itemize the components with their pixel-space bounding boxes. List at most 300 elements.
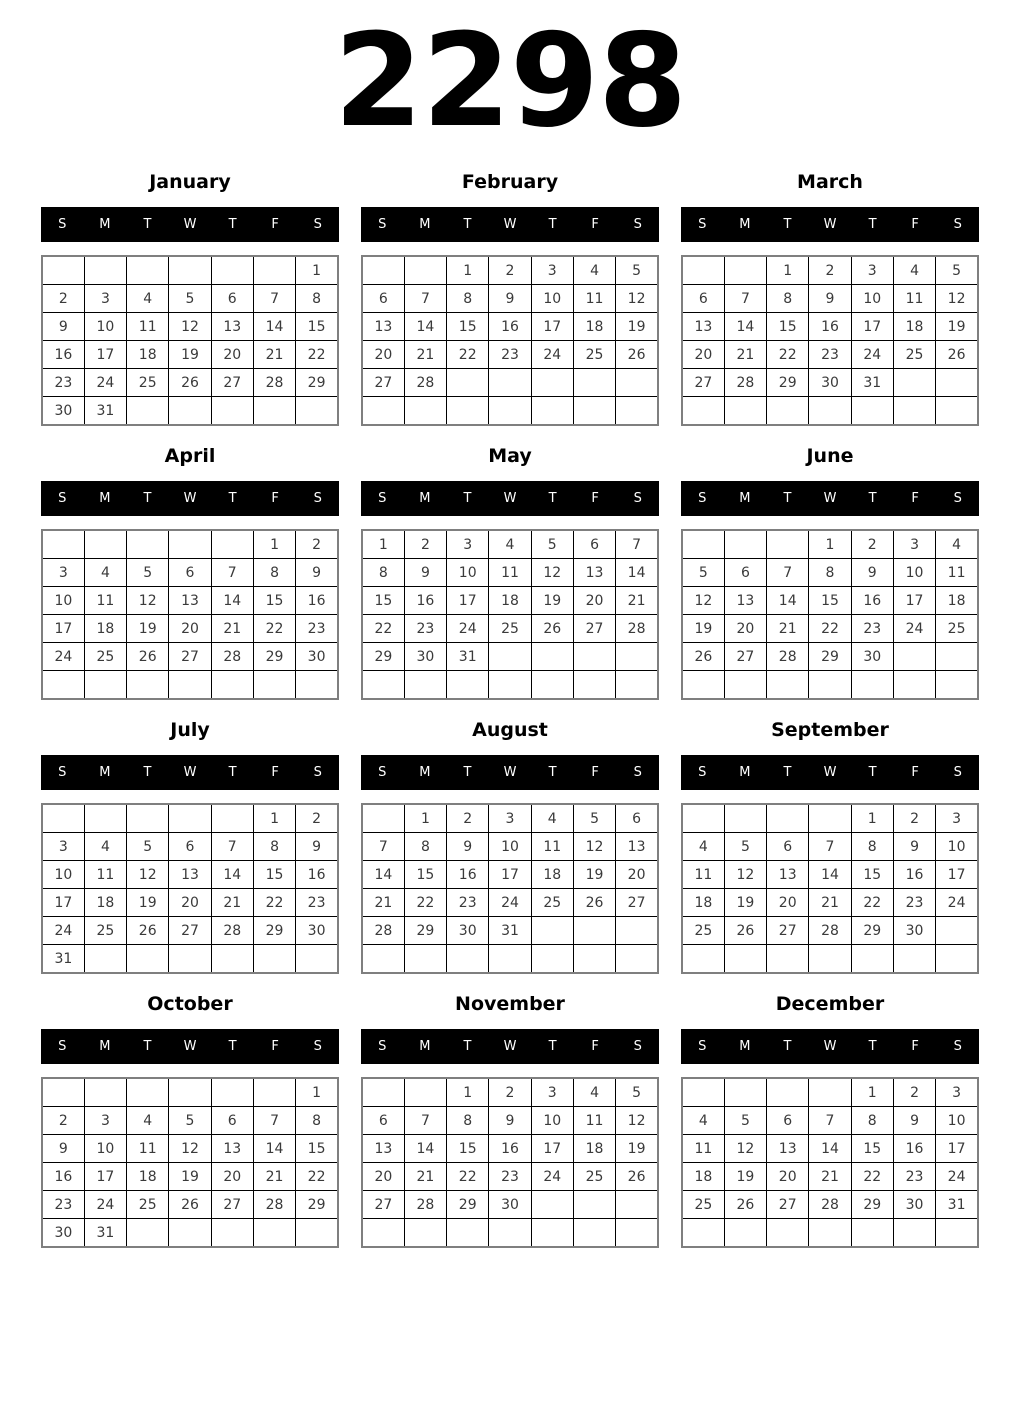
dates-grid	[361, 803, 659, 974]
month-september	[681, 711, 979, 974]
date-cell: 21	[767, 615, 809, 643]
weekday-label: T	[143, 217, 152, 232]
week-row	[362, 559, 658, 587]
empty-cell	[851, 945, 893, 974]
date-cell: 5	[127, 559, 169, 587]
empty-cell	[404, 1078, 446, 1107]
date-cell: 3	[489, 804, 531, 833]
empty-cell	[42, 256, 84, 285]
date-cell: 9	[447, 833, 489, 861]
date-cell: 12	[616, 285, 658, 313]
month-january	[41, 163, 339, 426]
weekday-label: M	[739, 491, 751, 506]
date-cell: 27	[573, 615, 615, 643]
months-grid	[41, 163, 979, 1248]
empty-cell	[573, 643, 615, 671]
weekday-label: T	[463, 491, 472, 506]
week-row	[42, 1163, 338, 1191]
date-cell: 6	[169, 833, 211, 861]
date-cell: 19	[616, 1135, 658, 1163]
week-row	[362, 1163, 658, 1191]
date-cell: 9	[296, 559, 338, 587]
empty-cell	[211, 671, 253, 700]
month-may	[361, 437, 659, 700]
empty-cell	[573, 671, 615, 700]
date-cell: 18	[573, 1135, 615, 1163]
empty-cell	[616, 1219, 658, 1248]
date-cell: 6	[211, 285, 253, 313]
week-row	[42, 643, 338, 671]
dates-grid	[361, 529, 659, 700]
week-row	[42, 587, 338, 615]
date-cell: 11	[893, 285, 935, 313]
empty-cell	[573, 917, 615, 945]
date-cell: 21	[616, 587, 658, 615]
empty-cell	[936, 917, 978, 945]
date-cell: 17	[447, 587, 489, 615]
date-cell: 18	[936, 587, 978, 615]
date-cell: 3	[84, 1107, 126, 1135]
week-row	[362, 369, 658, 397]
date-cell: 6	[616, 804, 658, 833]
date-cell: 15	[253, 861, 295, 889]
date-cell: 27	[169, 643, 211, 671]
date-cell: 15	[447, 1135, 489, 1163]
date-cell: 31	[851, 369, 893, 397]
weekday-label: F	[271, 1039, 279, 1054]
date-cell: 19	[531, 587, 573, 615]
date-cell: 15	[362, 587, 404, 615]
week-row	[362, 861, 658, 889]
date-cell: 7	[211, 559, 253, 587]
date-cell: 22	[404, 889, 446, 917]
weekday-label: S	[378, 491, 387, 506]
empty-cell	[936, 643, 978, 671]
empty-cell	[169, 530, 211, 559]
date-cell: 22	[767, 341, 809, 369]
date-cell: 30	[893, 1191, 935, 1219]
week-row	[362, 1219, 658, 1248]
date-cell: 20	[767, 889, 809, 917]
month-title: April	[164, 445, 216, 467]
date-cell: 7	[809, 833, 851, 861]
date-cell: 21	[362, 889, 404, 917]
date-cell: 18	[84, 889, 126, 917]
weekday-label: S	[313, 1039, 322, 1054]
empty-cell	[531, 671, 573, 700]
empty-cell	[447, 369, 489, 397]
date-cell: 3	[42, 833, 84, 861]
date-cell: 7	[809, 1107, 851, 1135]
date-cell: 31	[42, 945, 84, 974]
weekday-label: S	[698, 491, 707, 506]
empty-cell	[42, 530, 84, 559]
date-cell: 14	[767, 587, 809, 615]
date-cell: 18	[682, 889, 724, 917]
weekday-label: M	[99, 765, 111, 780]
date-cell: 4	[127, 1107, 169, 1135]
date-cell: 16	[489, 313, 531, 341]
empty-cell	[851, 1219, 893, 1248]
date-cell: 14	[404, 313, 446, 341]
dates-grid	[361, 255, 659, 426]
date-cell: 10	[936, 833, 978, 861]
date-cell: 25	[682, 917, 724, 945]
empty-cell	[682, 530, 724, 559]
date-cell: 6	[362, 285, 404, 313]
date-cell: 15	[809, 587, 851, 615]
week-row	[362, 285, 658, 313]
weekday-label: S	[58, 1039, 67, 1054]
weekday-label: W	[503, 217, 517, 232]
date-cell: 23	[296, 889, 338, 917]
date-cell: 22	[851, 1163, 893, 1191]
weekday-label: S	[58, 491, 67, 506]
weekday-label: F	[271, 491, 279, 506]
weekday-label: M	[739, 217, 751, 232]
empty-cell	[682, 671, 724, 700]
date-cell: 15	[253, 587, 295, 615]
empty-cell	[169, 1219, 211, 1248]
date-cell: 23	[42, 369, 84, 397]
date-cell: 2	[489, 1078, 531, 1107]
date-cell: 29	[447, 1191, 489, 1219]
month-december	[681, 985, 979, 1248]
date-cell: 4	[573, 1078, 615, 1107]
date-cell: 9	[296, 833, 338, 861]
empty-cell	[724, 397, 766, 426]
weekday-header	[41, 207, 339, 242]
date-cell: 21	[253, 341, 295, 369]
date-cell: 10	[851, 285, 893, 313]
empty-cell	[169, 671, 211, 700]
weekday-label: S	[58, 217, 67, 232]
date-cell: 4	[84, 559, 126, 587]
weekday-label: T	[783, 491, 792, 506]
date-cell: 10	[531, 1107, 573, 1135]
empty-cell	[84, 945, 126, 974]
empty-cell	[682, 1078, 724, 1107]
month-title: February	[461, 171, 559, 193]
month-title: December	[775, 993, 885, 1015]
empty-cell	[724, 1078, 766, 1107]
dates-grid	[681, 803, 979, 974]
month-november	[361, 985, 659, 1248]
date-cell: 26	[573, 889, 615, 917]
date-cell: 21	[809, 889, 851, 917]
date-cell: 17	[42, 615, 84, 643]
date-cell: 17	[531, 313, 573, 341]
date-cell: 22	[851, 889, 893, 917]
date-cell: 9	[851, 559, 893, 587]
empty-cell	[936, 397, 978, 426]
week-row	[362, 1191, 658, 1219]
week-row	[682, 341, 978, 369]
empty-cell	[211, 530, 253, 559]
date-cell: 22	[296, 341, 338, 369]
empty-cell	[84, 671, 126, 700]
weekday-label: W	[823, 491, 837, 506]
date-cell: 8	[447, 285, 489, 313]
week-row	[362, 256, 658, 285]
empty-cell	[531, 369, 573, 397]
weekday-label: F	[591, 217, 599, 232]
date-cell: 25	[84, 917, 126, 945]
date-cell: 9	[489, 1107, 531, 1135]
date-cell: 11	[84, 861, 126, 889]
empty-cell	[169, 945, 211, 974]
date-cell: 8	[296, 1107, 338, 1135]
date-cell: 10	[84, 1135, 126, 1163]
month-title: March	[797, 171, 863, 193]
dates-grid	[681, 1077, 979, 1248]
weekday-header	[41, 481, 339, 516]
date-cell: 19	[573, 861, 615, 889]
date-cell: 2	[296, 804, 338, 833]
empty-cell	[362, 804, 404, 833]
date-cell: 28	[616, 615, 658, 643]
date-cell: 12	[616, 1107, 658, 1135]
date-cell: 4	[84, 833, 126, 861]
week-row	[682, 671, 978, 700]
weekday-label: S	[633, 765, 642, 780]
weekday-label: T	[143, 765, 152, 780]
date-cell: 3	[447, 530, 489, 559]
date-cell: 18	[84, 615, 126, 643]
date-cell: 4	[531, 804, 573, 833]
week-row	[42, 1219, 338, 1248]
date-cell: 12	[682, 587, 724, 615]
week-row	[42, 369, 338, 397]
date-cell: 9	[893, 833, 935, 861]
date-cell: 8	[447, 1107, 489, 1135]
month-july	[41, 711, 339, 974]
date-cell: 12	[573, 833, 615, 861]
date-cell: 9	[42, 1135, 84, 1163]
empty-cell	[84, 530, 126, 559]
weekday-label: W	[823, 217, 837, 232]
week-row	[42, 1135, 338, 1163]
date-cell: 23	[404, 615, 446, 643]
date-cell: 28	[253, 369, 295, 397]
date-cell: 16	[404, 587, 446, 615]
empty-cell	[253, 397, 295, 426]
date-cell: 5	[682, 559, 724, 587]
weekday-label: S	[313, 491, 322, 506]
date-cell: 27	[767, 917, 809, 945]
weekday-label: S	[633, 217, 642, 232]
date-cell: 3	[84, 285, 126, 313]
week-row	[682, 559, 978, 587]
date-cell: 16	[42, 341, 84, 369]
date-cell: 22	[809, 615, 851, 643]
date-cell: 25	[127, 1191, 169, 1219]
empty-cell	[893, 397, 935, 426]
date-cell: 22	[447, 341, 489, 369]
date-cell: 15	[447, 313, 489, 341]
date-cell: 25	[893, 341, 935, 369]
date-cell: 16	[893, 1135, 935, 1163]
empty-cell	[767, 804, 809, 833]
empty-cell	[616, 397, 658, 426]
date-cell: 24	[893, 615, 935, 643]
date-cell: 23	[489, 1163, 531, 1191]
month-october	[41, 985, 339, 1248]
date-cell: 26	[936, 341, 978, 369]
date-cell: 11	[573, 1107, 615, 1135]
weekday-label: M	[99, 1039, 111, 1054]
weekday-label: S	[378, 217, 387, 232]
date-cell: 3	[893, 530, 935, 559]
date-cell: 27	[362, 369, 404, 397]
empty-cell	[211, 1219, 253, 1248]
empty-cell	[253, 256, 295, 285]
week-row	[362, 917, 658, 945]
date-cell: 17	[84, 341, 126, 369]
date-cell: 30	[809, 369, 851, 397]
empty-cell	[42, 1078, 84, 1107]
date-cell: 8	[362, 559, 404, 587]
date-cell: 4	[682, 1107, 724, 1135]
date-cell: 28	[767, 643, 809, 671]
date-cell: 29	[851, 917, 893, 945]
date-cell: 27	[767, 1191, 809, 1219]
date-cell: 30	[893, 917, 935, 945]
empty-cell	[169, 804, 211, 833]
empty-cell	[767, 671, 809, 700]
weekday-label: W	[823, 1039, 837, 1054]
empty-cell	[489, 671, 531, 700]
week-row	[682, 945, 978, 974]
weekday-label: T	[228, 217, 237, 232]
date-cell: 15	[851, 861, 893, 889]
date-cell: 21	[211, 889, 253, 917]
date-cell: 10	[893, 559, 935, 587]
empty-cell	[127, 804, 169, 833]
empty-cell	[404, 671, 446, 700]
date-cell: 19	[127, 889, 169, 917]
date-cell: 14	[253, 313, 295, 341]
empty-cell	[616, 1191, 658, 1219]
weekday-label: S	[953, 1039, 962, 1054]
weekday-label: S	[953, 765, 962, 780]
date-cell: 28	[211, 917, 253, 945]
weekday-label: S	[378, 765, 387, 780]
weekday-label: T	[463, 1039, 472, 1054]
empty-cell	[42, 804, 84, 833]
empty-cell	[531, 945, 573, 974]
date-cell: 2	[447, 804, 489, 833]
week-row	[42, 861, 338, 889]
date-cell: 7	[211, 833, 253, 861]
date-cell: 29	[767, 369, 809, 397]
date-cell: 19	[724, 889, 766, 917]
weekday-label: W	[823, 765, 837, 780]
empty-cell	[42, 671, 84, 700]
date-cell: 27	[724, 643, 766, 671]
date-cell: 2	[851, 530, 893, 559]
date-cell: 13	[362, 313, 404, 341]
weekday-label: T	[783, 765, 792, 780]
date-cell: 31	[447, 643, 489, 671]
date-cell: 20	[211, 341, 253, 369]
empty-cell	[404, 397, 446, 426]
date-cell: 20	[682, 341, 724, 369]
date-cell: 11	[573, 285, 615, 313]
weekday-header	[681, 1029, 979, 1064]
weekday-label: W	[183, 765, 197, 780]
date-cell: 9	[809, 285, 851, 313]
empty-cell	[573, 1219, 615, 1248]
date-cell: 24	[936, 889, 978, 917]
date-cell: 21	[253, 1163, 295, 1191]
week-row	[682, 1107, 978, 1135]
empty-cell	[893, 643, 935, 671]
date-cell: 21	[211, 615, 253, 643]
date-cell: 10	[531, 285, 573, 313]
date-cell: 30	[851, 643, 893, 671]
date-cell: 2	[296, 530, 338, 559]
dates-grid	[41, 1077, 339, 1248]
date-cell: 9	[42, 313, 84, 341]
empty-cell	[84, 804, 126, 833]
empty-cell	[447, 945, 489, 974]
empty-cell	[362, 945, 404, 974]
empty-cell	[404, 945, 446, 974]
week-row	[42, 804, 338, 833]
date-cell: 1	[447, 1078, 489, 1107]
weekday-label: M	[99, 217, 111, 232]
date-cell: 18	[489, 587, 531, 615]
date-cell: 4	[682, 833, 724, 861]
empty-cell	[296, 1219, 338, 1248]
date-cell: 14	[809, 1135, 851, 1163]
week-row	[682, 285, 978, 313]
date-cell: 28	[724, 369, 766, 397]
date-cell: 25	[84, 643, 126, 671]
date-cell: 13	[362, 1135, 404, 1163]
date-cell: 5	[573, 804, 615, 833]
weekday-label: M	[739, 765, 751, 780]
date-cell: 18	[127, 341, 169, 369]
week-row	[42, 1078, 338, 1107]
weekday-label: T	[868, 491, 877, 506]
date-cell: 11	[489, 559, 531, 587]
empty-cell	[851, 397, 893, 426]
weekday-label: S	[698, 217, 707, 232]
week-row	[362, 671, 658, 700]
date-cell: 7	[616, 530, 658, 559]
empty-cell	[211, 1078, 253, 1107]
date-cell: 27	[682, 369, 724, 397]
date-cell: 3	[531, 1078, 573, 1107]
date-cell: 14	[724, 313, 766, 341]
date-cell: 7	[724, 285, 766, 313]
month-title: September	[771, 719, 889, 741]
date-cell: 16	[447, 861, 489, 889]
date-cell: 23	[296, 615, 338, 643]
empty-cell	[296, 671, 338, 700]
date-cell: 10	[489, 833, 531, 861]
date-cell: 5	[616, 1078, 658, 1107]
date-cell: 25	[936, 615, 978, 643]
empty-cell	[253, 1078, 295, 1107]
empty-cell	[127, 256, 169, 285]
weekday-label: S	[58, 765, 67, 780]
empty-cell	[362, 1219, 404, 1248]
date-cell: 10	[42, 861, 84, 889]
date-cell: 26	[616, 341, 658, 369]
